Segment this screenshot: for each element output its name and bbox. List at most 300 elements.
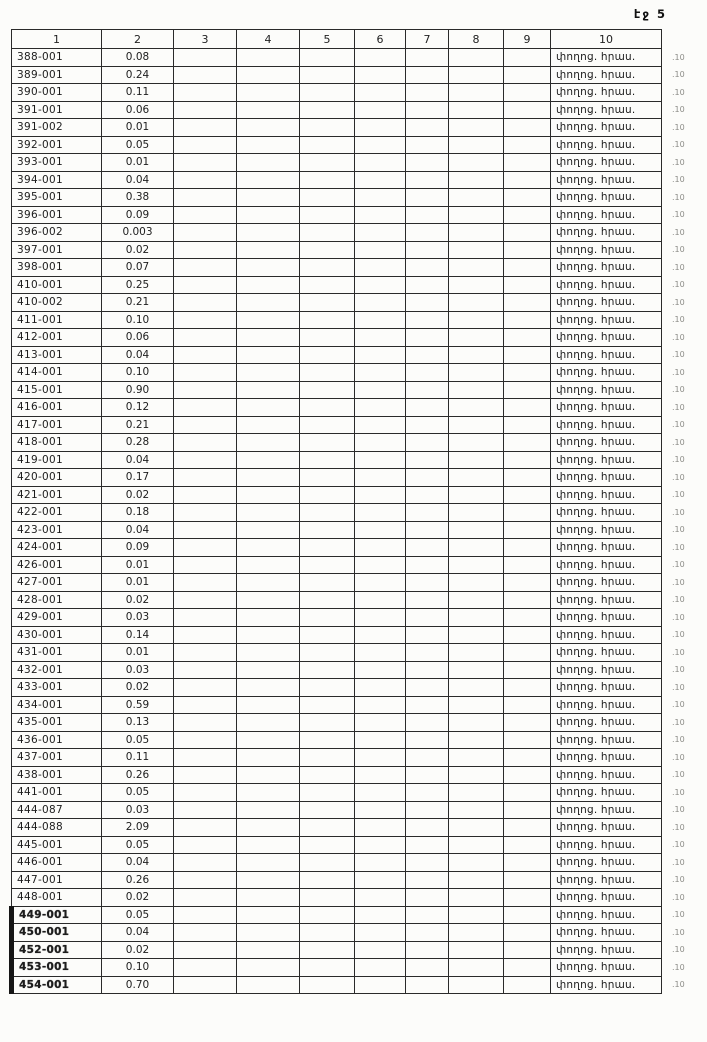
margin-mark: .10: [672, 437, 685, 447]
empty-cell: [406, 976, 449, 994]
margin-mark: .10: [672, 507, 685, 517]
empty-cell: [449, 101, 504, 119]
empty-cell: [449, 871, 504, 889]
empty-cell: [237, 101, 300, 119]
parcel-code-cell: 429-001: [12, 609, 102, 627]
area-value-cell: 0.02: [102, 941, 174, 959]
empty-cell: [355, 679, 406, 697]
empty-cell: [449, 976, 504, 994]
empty-cell: [355, 49, 406, 67]
margin-mark: .10: [672, 630, 685, 640]
area-value-cell: 0.17: [102, 469, 174, 487]
margin-mark: .10: [672, 595, 685, 605]
empty-cell: [355, 136, 406, 154]
empty-cell: [355, 696, 406, 714]
empty-cell: [406, 276, 449, 294]
parcel-code-cell: 438-001: [12, 766, 102, 784]
margin-mark: .10: [672, 210, 685, 220]
parcel-code-cell: 410-001: [12, 276, 102, 294]
table-row: [12, 836, 702, 854]
empty-cell: [355, 924, 406, 942]
empty-cell: [237, 399, 300, 417]
empty-cell: [406, 871, 449, 889]
empty-cell: [355, 819, 406, 837]
parcel-code-cell: 396-002: [12, 224, 102, 242]
parcel-code-cell: 430-001: [12, 626, 102, 644]
empty-cell: [406, 941, 449, 959]
empty-cell: [237, 836, 300, 854]
empty-cell: [300, 871, 355, 889]
empty-cell: [449, 329, 504, 347]
empty-cell: [237, 889, 300, 907]
empty-cell: [504, 381, 551, 399]
note-cell: փողոց. հրաս.: [551, 626, 662, 644]
empty-cell: [174, 539, 237, 557]
empty-cell: [174, 189, 237, 207]
empty-cell: [449, 84, 504, 102]
empty-cell: [237, 731, 300, 749]
empty-cell: [449, 451, 504, 469]
margin-mark: .10: [672, 402, 685, 412]
empty-cell: [504, 766, 551, 784]
table-row: [12, 574, 702, 592]
area-value-cell: 0.04: [102, 171, 174, 189]
parcel-code-cell: 415-001: [12, 381, 102, 399]
empty-cell: [355, 84, 406, 102]
area-value-cell: 0.01: [102, 119, 174, 137]
empty-cell: [355, 364, 406, 382]
area-value-cell: 0.26: [102, 871, 174, 889]
note-cell: փողոց. հրաս.: [551, 574, 662, 592]
empty-cell: [449, 941, 504, 959]
empty-cell: [355, 346, 406, 364]
empty-cell: [504, 399, 551, 417]
empty-cell: [504, 276, 551, 294]
empty-cell: [504, 434, 551, 452]
margin-mark: .10: [672, 315, 685, 325]
empty-cell: [300, 906, 355, 924]
empty-cell: [237, 574, 300, 592]
table-row: [12, 364, 702, 382]
empty-cell: [174, 626, 237, 644]
note-cell: փողոց. հրաս.: [551, 451, 662, 469]
area-value-cell: 0.05: [102, 731, 174, 749]
empty-cell: [237, 486, 300, 504]
empty-cell: [300, 189, 355, 207]
empty-cell: [300, 696, 355, 714]
table-row: [12, 434, 702, 452]
table-row: [12, 451, 702, 469]
area-value-cell: 0.09: [102, 206, 174, 224]
margin-mark: .10: [672, 612, 685, 622]
note-cell: փողոց. հրաս.: [551, 381, 662, 399]
area-value-cell: 0.24: [102, 66, 174, 84]
empty-cell: [237, 136, 300, 154]
empty-cell: [355, 941, 406, 959]
empty-cell: [355, 101, 406, 119]
empty-cell: [174, 416, 237, 434]
empty-cell: [174, 819, 237, 837]
empty-cell: [237, 206, 300, 224]
area-value-cell: 0.04: [102, 451, 174, 469]
note-cell: փողոց. հրաս.: [551, 171, 662, 189]
empty-cell: [237, 679, 300, 697]
empty-cell: [406, 154, 449, 172]
note-cell: փողոց. հրաս.: [551, 119, 662, 137]
empty-cell: [355, 311, 406, 329]
empty-cell: [237, 626, 300, 644]
empty-cell: [504, 661, 551, 679]
empty-cell: [504, 154, 551, 172]
parcel-code-cell: 414-001: [12, 364, 102, 382]
table-row: [12, 609, 702, 627]
empty-cell: [406, 626, 449, 644]
margin-mark: .10: [672, 805, 685, 815]
empty-cell: [237, 906, 300, 924]
margin-mark: .10: [672, 980, 685, 990]
margin-mark: .10: [672, 297, 685, 307]
empty-cell: [355, 119, 406, 137]
note-cell: փողոց. հրաս.: [551, 276, 662, 294]
table-row: [12, 889, 702, 907]
parcel-code-cell: 391-001: [12, 101, 102, 119]
area-value-cell: 0.08: [102, 49, 174, 67]
empty-cell: [300, 801, 355, 819]
parcel-code-cell: 431-001: [12, 644, 102, 662]
empty-cell: [504, 556, 551, 574]
empty-cell: [300, 731, 355, 749]
note-cell: փողոց. հրաս.: [551, 539, 662, 557]
empty-cell: [355, 574, 406, 592]
area-value-cell: 0.04: [102, 854, 174, 872]
empty-cell: [300, 206, 355, 224]
table-row: [12, 381, 702, 399]
empty-cell: [300, 574, 355, 592]
empty-cell: [449, 294, 504, 312]
empty-cell: [504, 819, 551, 837]
empty-cell: [406, 661, 449, 679]
empty-cell: [449, 556, 504, 574]
empty-cell: [449, 644, 504, 662]
empty-cell: [406, 119, 449, 137]
column-header: 3: [174, 30, 237, 49]
empty-cell: [504, 311, 551, 329]
empty-cell: [449, 766, 504, 784]
area-value-cell: 0.05: [102, 136, 174, 154]
parcel-code-cell: 441-001: [12, 784, 102, 802]
margin-mark: .10: [672, 70, 685, 80]
area-value-cell: 0.11: [102, 84, 174, 102]
empty-cell: [449, 49, 504, 67]
parcel-code-cell: 428-001: [12, 591, 102, 609]
empty-cell: [174, 836, 237, 854]
parcel-code-cell: 448-001: [12, 889, 102, 907]
area-value-cell: 0.21: [102, 294, 174, 312]
margin-mark: .10: [672, 752, 685, 762]
parcel-code-cell: 432-001: [12, 661, 102, 679]
empty-cell: [300, 276, 355, 294]
table-row: [12, 486, 702, 504]
note-cell: փողոց. հրաս.: [551, 101, 662, 119]
empty-cell: [406, 521, 449, 539]
parcel-code-cell: 392-001: [12, 136, 102, 154]
table-row: [12, 504, 702, 522]
empty-cell: [355, 644, 406, 662]
empty-cell: [237, 171, 300, 189]
empty-cell: [504, 206, 551, 224]
parcel-code-cell: 453-001: [12, 959, 102, 977]
empty-cell: [449, 801, 504, 819]
parcel-code-cell: 396-001: [12, 206, 102, 224]
empty-cell: [504, 66, 551, 84]
empty-cell: [237, 346, 300, 364]
area-value-cell: 0.01: [102, 574, 174, 592]
empty-cell: [449, 959, 504, 977]
empty-cell: [355, 451, 406, 469]
note-cell: փողոց. հրաս.: [551, 189, 662, 207]
empty-cell: [449, 574, 504, 592]
empty-cell: [174, 259, 237, 277]
area-value-cell: 0.13: [102, 714, 174, 732]
margin-mark: .10: [672, 350, 685, 360]
margin-mark: .10: [672, 962, 685, 972]
empty-cell: [174, 679, 237, 697]
empty-cell: [237, 714, 300, 732]
margin-mark: .10: [672, 385, 685, 395]
empty-cell: [406, 766, 449, 784]
area-value-cell: 0.04: [102, 924, 174, 942]
margin-mark: .10: [672, 490, 685, 500]
note-cell: փողոց. հրաս.: [551, 294, 662, 312]
empty-cell: [406, 906, 449, 924]
empty-cell: [174, 609, 237, 627]
margin-mark: .10: [672, 945, 685, 955]
empty-cell: [449, 696, 504, 714]
empty-cell: [174, 119, 237, 137]
note-cell: փողոց. հրաս.: [551, 84, 662, 102]
margin-mark: .10: [672, 367, 685, 377]
note-cell: փողոց. հրաս.: [551, 329, 662, 347]
empty-cell: [237, 451, 300, 469]
empty-cell: [300, 714, 355, 732]
table-body: [12, 49, 702, 994]
area-value-cell: 0.59: [102, 696, 174, 714]
margin-mark: .10: [672, 455, 685, 465]
note-cell: փողոց. հրաս.: [551, 416, 662, 434]
empty-cell: [406, 451, 449, 469]
empty-cell: [237, 259, 300, 277]
parcel-code-cell: 393-001: [12, 154, 102, 172]
note-cell: փողոց. հրաս.: [551, 836, 662, 854]
empty-cell: [174, 329, 237, 347]
empty-cell: [449, 819, 504, 837]
empty-cell: [174, 154, 237, 172]
parcel-code-cell: 446-001: [12, 854, 102, 872]
empty-cell: [174, 959, 237, 977]
empty-cell: [300, 364, 355, 382]
empty-cell: [300, 924, 355, 942]
empty-cell: [504, 119, 551, 137]
empty-cell: [449, 889, 504, 907]
empty-cell: [300, 556, 355, 574]
empty-cell: [449, 731, 504, 749]
table-row: [12, 154, 702, 172]
empty-cell: [300, 766, 355, 784]
table-row: [12, 871, 702, 889]
empty-cell: [449, 154, 504, 172]
empty-cell: [449, 679, 504, 697]
empty-cell: [300, 679, 355, 697]
empty-cell: [174, 486, 237, 504]
empty-cell: [300, 154, 355, 172]
empty-cell: [504, 486, 551, 504]
empty-cell: [237, 66, 300, 84]
empty-cell: [406, 101, 449, 119]
area-value-cell: 0.05: [102, 836, 174, 854]
table-row: [12, 714, 702, 732]
empty-cell: [300, 294, 355, 312]
margin-mark: .10: [672, 157, 685, 167]
note-cell: փողոց. հրաս.: [551, 696, 662, 714]
area-value-cell: 0.02: [102, 679, 174, 697]
empty-cell: [237, 469, 300, 487]
empty-cell: [174, 714, 237, 732]
empty-cell: [174, 556, 237, 574]
empty-cell: [504, 889, 551, 907]
area-value-cell: 0.09: [102, 539, 174, 557]
empty-cell: [237, 189, 300, 207]
empty-cell: [406, 259, 449, 277]
parcel-code-cell: 424-001: [12, 539, 102, 557]
empty-cell: [355, 871, 406, 889]
margin-mark: .10: [672, 717, 685, 727]
table-row: [12, 679, 702, 697]
empty-cell: [237, 241, 300, 259]
margin-mark: .10: [672, 262, 685, 272]
empty-cell: [300, 311, 355, 329]
empty-cell: [237, 434, 300, 452]
area-value-cell: 0.04: [102, 346, 174, 364]
empty-cell: [449, 119, 504, 137]
empty-cell: [355, 539, 406, 557]
empty-cell: [355, 66, 406, 84]
margin-mark: .10: [672, 122, 685, 132]
parcel-code-cell: 423-001: [12, 521, 102, 539]
margin-mark: .10: [672, 52, 685, 62]
data-table: [9, 29, 704, 994]
empty-cell: [174, 766, 237, 784]
empty-cell: [174, 924, 237, 942]
empty-cell: [300, 486, 355, 504]
note-cell: փողոց. հրաս.: [551, 766, 662, 784]
empty-cell: [237, 119, 300, 137]
empty-cell: [300, 171, 355, 189]
empty-cell: [300, 854, 355, 872]
empty-cell: [406, 819, 449, 837]
empty-cell: [355, 469, 406, 487]
empty-cell: [237, 154, 300, 172]
note-cell: փողոց. հրաս.: [551, 784, 662, 802]
empty-cell: [355, 434, 406, 452]
note-cell: փողոց. հրաս.: [551, 889, 662, 907]
margin-mark: .10: [672, 420, 685, 430]
empty-cell: [174, 941, 237, 959]
empty-cell: [406, 84, 449, 102]
empty-cell: [300, 539, 355, 557]
empty-cell: [504, 609, 551, 627]
empty-cell: [406, 609, 449, 627]
empty-cell: [449, 906, 504, 924]
empty-cell: [406, 836, 449, 854]
note-cell: փողոց. հրաս.: [551, 504, 662, 522]
empty-cell: [504, 784, 551, 802]
table-row: [12, 399, 702, 417]
empty-cell: [504, 539, 551, 557]
empty-cell: [406, 224, 449, 242]
empty-cell: [406, 749, 449, 767]
empty-cell: [406, 486, 449, 504]
parcel-code-cell: 410-002: [12, 294, 102, 312]
empty-cell: [300, 136, 355, 154]
empty-cell: [355, 224, 406, 242]
table-row: [12, 696, 702, 714]
margin-header-spacer: [662, 30, 702, 49]
empty-cell: [406, 959, 449, 977]
empty-cell: [504, 521, 551, 539]
parcel-code-cell: 389-001: [12, 66, 102, 84]
margin-mark: .10: [672, 927, 685, 937]
empty-cell: [504, 679, 551, 697]
empty-cell: [449, 434, 504, 452]
area-value-cell: 0.28: [102, 434, 174, 452]
note-cell: փողոց. հրաս.: [551, 731, 662, 749]
margin-mark: .10: [672, 892, 685, 902]
column-header: 7: [406, 30, 449, 49]
empty-cell: [300, 644, 355, 662]
empty-cell: [237, 819, 300, 837]
empty-cell: [300, 976, 355, 994]
empty-cell: [504, 714, 551, 732]
empty-cell: [406, 556, 449, 574]
empty-cell: [174, 241, 237, 259]
note-cell: փողոց. հրաս.: [551, 259, 662, 277]
empty-cell: [504, 294, 551, 312]
margin-mark: .10: [672, 280, 685, 290]
area-value-cell: 0.03: [102, 609, 174, 627]
table-row: [12, 539, 702, 557]
parcel-code-cell: 394-001: [12, 171, 102, 189]
table-row: [12, 49, 702, 67]
empty-cell: [504, 626, 551, 644]
empty-cell: [406, 399, 449, 417]
empty-cell: [174, 311, 237, 329]
parcel-code-cell: 447-001: [12, 871, 102, 889]
area-value-cell: 0.90: [102, 381, 174, 399]
empty-cell: [300, 346, 355, 364]
empty-cell: [355, 959, 406, 977]
area-value-cell: 0.02: [102, 486, 174, 504]
margin-mark: .10: [672, 700, 685, 710]
empty-cell: [504, 241, 551, 259]
area-value-cell: 0.10: [102, 959, 174, 977]
empty-cell: [300, 661, 355, 679]
table-row: [12, 294, 702, 312]
area-value-cell: 0.10: [102, 364, 174, 382]
column-header: 2: [102, 30, 174, 49]
parcel-code-cell: 450-001: [12, 924, 102, 942]
empty-cell: [406, 241, 449, 259]
margin-mark: .10: [672, 542, 685, 552]
